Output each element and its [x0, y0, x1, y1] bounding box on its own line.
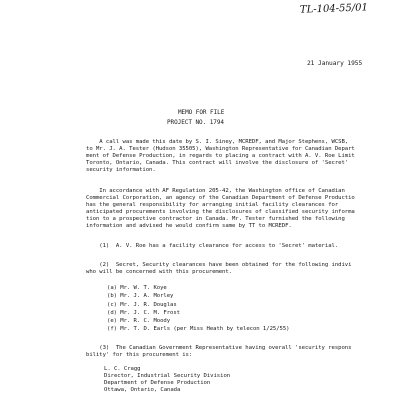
person-list-item: (b) Mr. J. A. Morley	[107, 293, 174, 299]
paragraph-1-line: ment of Defense Production, in regards to placing a contract with A. V. Roe Limit	[86, 153, 355, 159]
paragraph-1-line: Toronto, Ontario, Canada. This contract will involve the disclosure of 'Secret'	[86, 160, 349, 166]
project-number: PROJECT NO. 1794	[167, 119, 224, 126]
person-list-item: (d) Mr. J. C. M. Frost	[107, 310, 180, 316]
paragraph-2-line: In accordance with AF Regulation 205-42, the Washington office of Canadian	[86, 188, 345, 194]
paragraph-2-line: information and advised he would confirm same by TT to MCREDF.	[86, 223, 292, 229]
item-3-line: (3) The Canadian Government Representative having overall 'security respons	[86, 345, 352, 351]
paragraph-1-line: security information.	[86, 167, 156, 173]
item-3-line: bility' for this procurement is:	[86, 352, 193, 358]
memo-date: 21 January 1955	[307, 60, 363, 67]
paragraph-2-line: Commercial Corporation, an agency of the Canadian Department of Defense Productio	[86, 195, 355, 201]
paragraph-2-line: anticipated procurements involving the disclosures of classified security informa	[86, 209, 355, 215]
paragraph-2-line: has the general responsibility for arranging initial facility clearances for	[86, 202, 339, 208]
item-2-line: who will be concerned with this procurement.	[86, 269, 232, 275]
person-list-item: (e) Mr. R. C. Moody	[107, 318, 171, 324]
contact-line: Department of Defense Production	[104, 380, 211, 386]
memo-title: MEMO FOR FILE	[178, 109, 225, 116]
item-1: (1) A. V. Roe has a facility clearance for access to 'Secret' material.	[86, 243, 339, 249]
item-2-line: (2) Secret, Security clearances have been obtained for the following indivi	[86, 262, 352, 268]
contact-line: L. C. Cragg	[104, 366, 141, 372]
person-list-item: (a) Mr. W. T. Koye	[107, 285, 167, 291]
handwritten-file-number: TL-104-55/01	[299, 2, 369, 16]
contact-line: Ottawa, Ontario, Canada	[104, 387, 181, 393]
person-list-item: (c) Mr. J. R. Douglas	[107, 302, 177, 308]
contact-line: Director, Industrial Security Division	[104, 373, 231, 379]
paragraph-1-line: to Mr. J. A. Tester (Hudson 35505), Washington Representative for Canadian Depart	[86, 146, 355, 152]
paragraph-1-line: A call was made this date by S. I. Siney, MCREDF, and Major Stephens, WCSB,	[86, 139, 349, 145]
paragraph-2-line: tion to a prospective contractor in Canada. Mr. Tester furnished the following	[86, 216, 345, 222]
person-list-item: (f) Mr. T. D. Earls (per Miss Heath by telecon 1/25/55)	[107, 326, 290, 332]
